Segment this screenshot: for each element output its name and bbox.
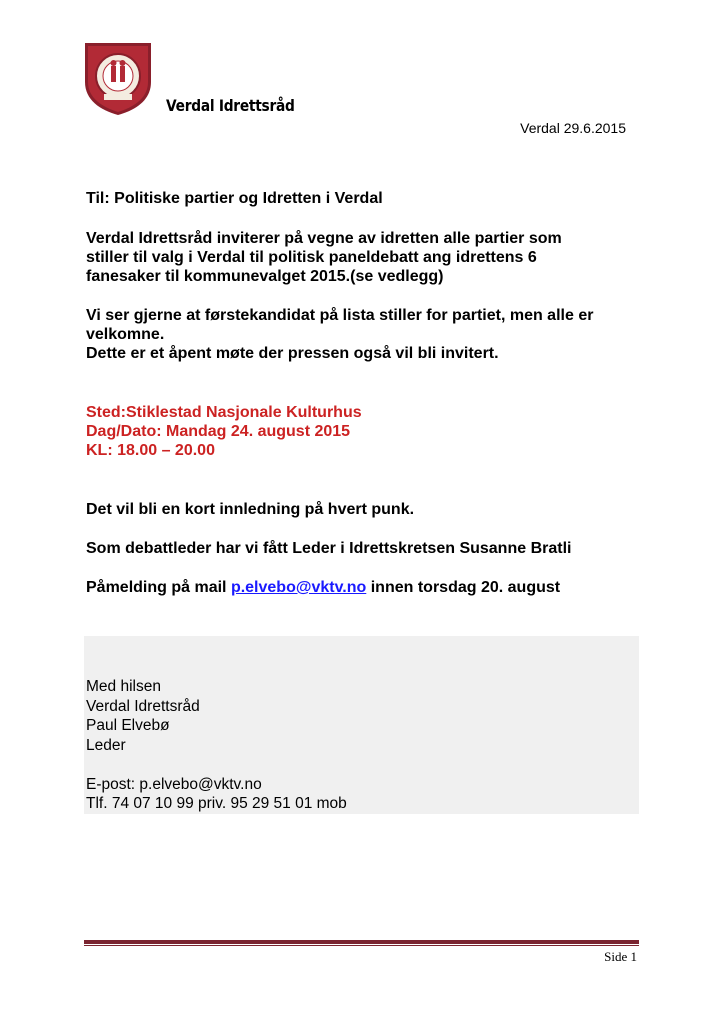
verdal-idrettsrad-logo (84, 42, 152, 116)
invitation-line: fanesaker til kommunevalget 2015.(se vedlegg) (86, 268, 444, 285)
footer-rule-thin (84, 945, 639, 946)
invitation-line: Verdal Idrettsråd inviterer på vegne av idretten alle partier som (86, 230, 562, 247)
moderator-line: Som debattleder har vi fått Leder i Idrettskretsen Susanne Bratli (86, 540, 572, 557)
wish-line: Vi ser gjerne at førstekandidat på lista stiller for partiet, men alle er (86, 307, 594, 324)
open-meeting-line: Dette er et åpent møte der pressen også vil bli invitert. (86, 345, 499, 362)
signature-name: Paul Elvebø (86, 717, 170, 734)
page-number: Side 1 (604, 949, 637, 964)
signature-greeting: Med hilsen (86, 678, 161, 695)
signature-title: Leder (86, 736, 126, 754)
signature-email: E-post: p.elvebo@vktv.no (86, 775, 262, 793)
letter-date: Verdal 29.6.2015 (520, 120, 626, 136)
signup-line: Påmelding på mail p.elvebo@vktv.no innen torsdag 20. august (86, 579, 561, 596)
wish-paragraph (86, 306, 593, 363)
wish-line: velkomne. (86, 326, 165, 343)
recipient-line: Til: Politiske partier og Idretten i Verdal (86, 190, 383, 207)
event-details (86, 403, 362, 460)
footer-rule (84, 940, 639, 944)
intro-line: Det vil bli en kort innledning på hvert punk. (86, 501, 415, 518)
event-date: Dag/Dato: Mandag 24. august 2015 (86, 423, 351, 440)
signature-phone: Tlf. 74 07 10 99 priv. 95 29 51 01 mob (86, 795, 347, 812)
signup-email-link[interactable]: p.elvebo@vktv.no (230, 579, 367, 596)
event-time: KL: 18.00 – 20.00 (86, 442, 215, 459)
organization-name: Verdal Idrettsråd (166, 96, 295, 115)
event-place: Sted:Stiklestad Nasjonale Kulturhus (86, 404, 362, 421)
signature-org: Verdal Idrettsråd (86, 697, 200, 715)
signature-block (86, 677, 347, 814)
invitation-paragraph (86, 229, 562, 286)
invitation-line: stiller til valg i Verdal til politisk paneldebatt ang idrettens 6 (86, 249, 537, 266)
